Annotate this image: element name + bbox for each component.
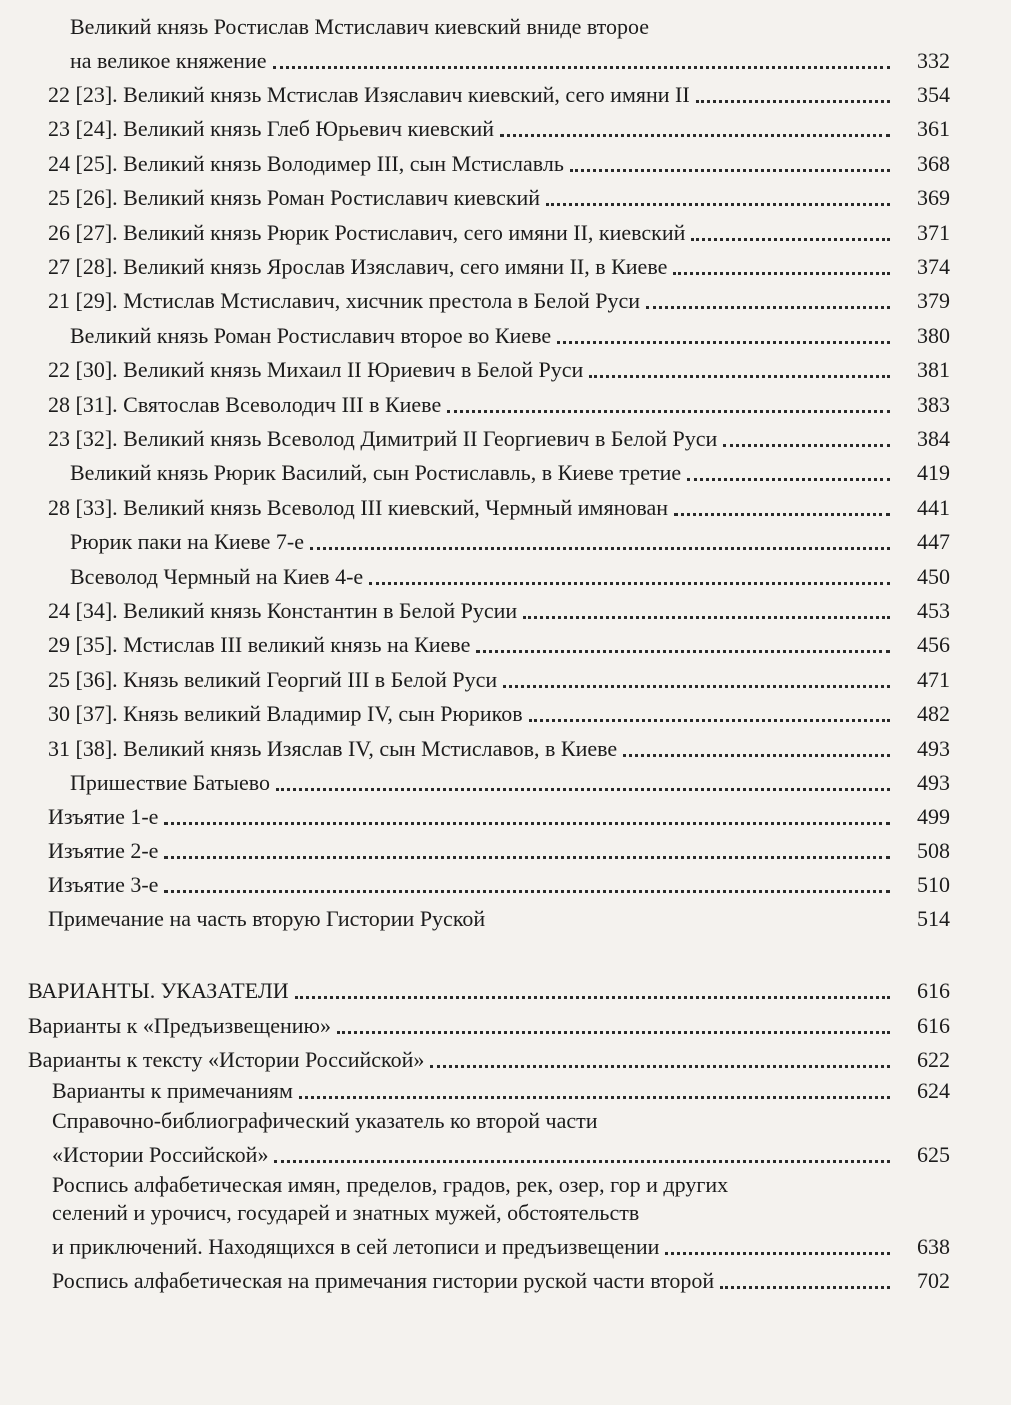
toc-entry-page: 369 (917, 185, 950, 210)
toc-entry (52, 1134, 950, 1168)
toc-entry (48, 659, 950, 693)
leader-dots (529, 719, 890, 722)
toc-entry-title: селений и урочисч, государей и знатных мужей, обстоятельств (52, 1200, 640, 1225)
leader-dots (720, 1286, 890, 1289)
toc-entry (48, 590, 950, 624)
toc-entry-page: 510 (917, 872, 950, 897)
toc-entry-page: 508 (917, 838, 950, 863)
toc-entry (70, 521, 950, 555)
toc-entry (70, 762, 950, 796)
toc-entry-title: 25 [26]. Великий князь Роман Ростиславич киевский (48, 185, 541, 210)
toc-entry (48, 74, 950, 108)
toc-entry-title: Справочно-библиографический указатель ко второй части (52, 1108, 598, 1133)
leader-dots (696, 100, 890, 103)
leader-dots (164, 856, 890, 859)
toc-entry-page: 638 (917, 1234, 950, 1259)
toc-entry-page: 450 (917, 564, 950, 589)
leader-dots (523, 616, 890, 619)
toc-entry-page: 493 (917, 736, 950, 761)
leader-dots (276, 788, 890, 791)
toc-entry-title: 23 [32]. Великий князь Всеволод Димитрий II Георгиевич в Белой Руси (48, 426, 718, 451)
toc-entry-page: 354 (917, 82, 950, 107)
toc-entry (70, 315, 950, 349)
toc-entry-page: 379 (917, 288, 950, 313)
toc-entry-page: 381 (917, 357, 950, 382)
toc-entry-page: 383 (917, 392, 950, 417)
toc-entry (48, 624, 950, 658)
toc-entry (48, 384, 950, 418)
toc-entry-page: 361 (917, 116, 950, 141)
toc-entry-title: 23 [24]. Великий князь Глеб Юрьевич киевский (48, 116, 495, 141)
toc-entry-title: 28 [33]. Великий князь Всеволод III киевский, Чермный имянован (48, 495, 669, 520)
toc-entry (52, 1260, 950, 1294)
toc-entry-title: Рюрик паки на Киеве 7-е (70, 529, 304, 554)
toc-entry-title: 25 [36]. Князь великий Георгий III в Белой Руси (48, 667, 498, 692)
toc-entry-title: Великий князь Ростислав Мстиславич киевский вниде второе (70, 14, 650, 39)
toc-entry-title: 29 [35]. Мстислав III великий князь на Киеве (48, 632, 471, 657)
leader-dots (673, 272, 890, 275)
leader-dots (570, 169, 890, 172)
leader-dots (503, 685, 890, 688)
toc-entry-page: 380 (917, 323, 950, 348)
leader-dots (273, 66, 891, 69)
toc-entry-page: 622 (917, 1047, 950, 1072)
toc-entry (48, 280, 950, 314)
toc-entry-title: Варианты к «Предъизвещению» (28, 1013, 331, 1038)
toc-entry-title: Великий князь Рюрик Василий, сын Ростиславль, в Киеве третие (70, 460, 682, 485)
toc-entry (48, 898, 950, 932)
toc-entry-title: 27 [28]. Великий князь Ярослав Изяславич, сего имяни II, в Киеве (48, 254, 668, 279)
leader-dots (589, 375, 890, 378)
toc-entry-page: 702 (917, 1268, 950, 1293)
leader-dots (337, 1031, 890, 1034)
leader-dots (546, 203, 890, 206)
toc-entry-page: 384 (917, 426, 950, 451)
toc-entry-title: 22 [23]. Великий князь Мстислав Изяславич киевский, сего имяни II (48, 82, 690, 107)
toc-entry (48, 796, 950, 830)
toc-entry (28, 1039, 950, 1073)
toc-entry (48, 830, 950, 864)
toc-entry (48, 177, 950, 211)
toc-entry-title: Примечание на часть вторую Гистории Руской (48, 906, 486, 931)
leader-dots (691, 238, 890, 241)
toc-entry-page: 624 (917, 1078, 950, 1103)
toc-entry-title: Пришествие Батыево (70, 770, 270, 795)
toc-entry-title: 24 [34]. Великий князь Константин в Белой Русии (48, 598, 518, 623)
toc-entry-page: 447 (917, 529, 950, 554)
leader-dots (164, 890, 890, 893)
toc-entry-page: 616 (917, 978, 950, 1003)
toc-entry (48, 143, 950, 177)
leader-dots (646, 306, 890, 309)
toc-entry-title: 31 [38]. Великий князь Изяслав IV, сын Мстиславов, в Киеве (48, 736, 618, 761)
toc-entry-page: 616 (917, 1013, 950, 1038)
toc-entry-page: 625 (917, 1142, 950, 1167)
leader-dots (557, 341, 890, 344)
toc-entry-page: 456 (917, 632, 950, 657)
toc-entry-page: 371 (917, 220, 950, 245)
toc-entry (48, 728, 950, 762)
leader-dots (447, 410, 890, 413)
toc-entry-title: Великий князь Роман Ростиславич второе во Киеве (70, 323, 552, 348)
toc-entry (48, 864, 950, 898)
toc-entry (48, 349, 950, 383)
toc-entry-title: Варианты к тексту «Истории Российской» (28, 1047, 425, 1072)
leader-dots (369, 582, 890, 585)
toc-entry-page: 453 (917, 598, 950, 623)
toc-entry-title: Варианты к примечаниям (52, 1078, 293, 1103)
toc-section-heading (28, 970, 950, 1004)
toc-entry-page: 493 (917, 770, 950, 795)
leader-dots (295, 996, 890, 999)
leader-dots (674, 513, 890, 516)
toc-entry-title: 22 [30]. Великий князь Михаил II Юриевич в Белой Руси (48, 357, 584, 382)
leader-dots (623, 754, 890, 757)
toc-entry-title: «Истории Российской» (52, 1142, 269, 1167)
toc-entry-page: 471 (917, 667, 950, 692)
toc-entry-title: Изъятие 1-е (48, 804, 159, 829)
leader-dots (274, 1160, 890, 1163)
toc-entry-page: 368 (917, 151, 950, 176)
leader-dots (430, 1065, 890, 1068)
toc-entry-title: Всеволод Чермный на Киев 4-е (70, 564, 364, 589)
toc-entry-page: 482 (917, 701, 950, 726)
toc-entry-page: 499 (917, 804, 950, 829)
toc-entry (48, 693, 950, 727)
leader-dots (723, 444, 890, 447)
toc-entry-title: Изъятие 3-е (48, 872, 159, 897)
toc-entry (70, 556, 950, 590)
toc-entry-title: ВАРИАНТЫ. УКАЗАТЕЛИ (28, 978, 289, 1003)
leader-dots (687, 478, 890, 481)
toc-entry-page: 514 (917, 906, 950, 931)
leader-dots (500, 134, 890, 137)
toc-entry-title: 26 [27]. Великий князь Рюрик Ростиславич, сего имяни II, киевский (48, 220, 686, 245)
leader-dots (665, 1252, 890, 1255)
toc-entry-title: 28 [31]. Святослав Всеволодич III в Киеве (48, 392, 442, 417)
toc-entry-page: 332 (917, 48, 950, 73)
toc-entry (70, 452, 950, 486)
toc-entry-title: на великое княжение (70, 48, 267, 73)
toc-entry (48, 212, 950, 246)
toc-entry (48, 246, 950, 280)
leader-dots (310, 547, 890, 550)
toc-entry-page: 374 (917, 254, 950, 279)
toc-entry (70, 40, 950, 74)
toc-entry-page: 441 (917, 495, 950, 520)
toc-entry-title: Изъятие 2-е (48, 838, 159, 863)
toc-entry (48, 108, 950, 142)
toc-entry-title: Роспись алфабетическая на примечания гистории руской части второй (52, 1268, 715, 1293)
leader-dots (476, 650, 890, 653)
leader-dots (299, 1096, 890, 1099)
leader-dots (164, 822, 890, 825)
toc-entry (48, 487, 950, 521)
toc-entry-page: 419 (917, 460, 950, 485)
toc-entry (28, 1005, 950, 1039)
toc-entry (48, 418, 950, 452)
toc-entry-title: 21 [29]. Мстислав Мстиславич, хисчник престола в Белой Руси (48, 288, 641, 313)
toc-entry-title: Роспись алфабетическая имян, пределов, градов, рек, озер, гор и других (52, 1172, 729, 1197)
toc-entry-title: 24 [25]. Великий князь Володимер III, сын Мстиславль (48, 151, 564, 176)
toc-entry-title: 30 [37]. Князь великий Владимир IV, сын Рюриков (48, 701, 523, 726)
toc-entry (52, 1226, 950, 1260)
toc-entry-title: и приключений. Находящихся в сей летописи и предъизвещении (52, 1234, 660, 1259)
toc-entry (52, 1070, 950, 1104)
